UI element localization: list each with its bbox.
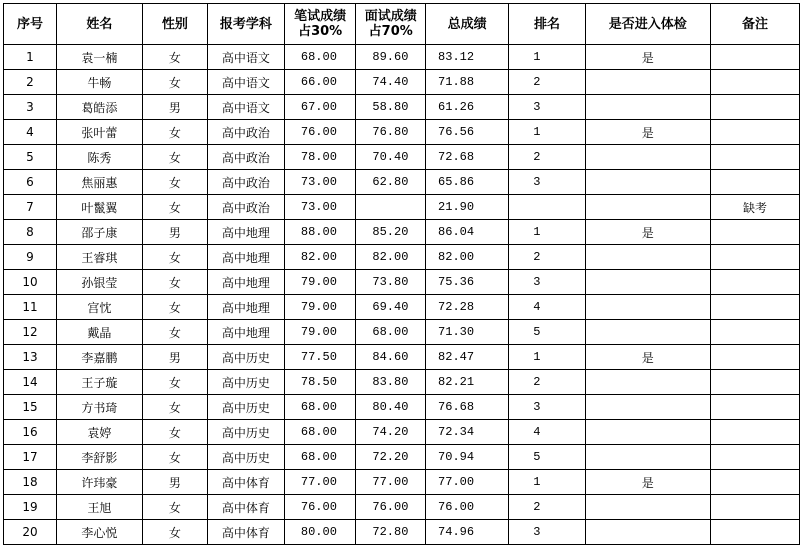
cell-seq: 9: [4, 245, 57, 270]
cell-gender: 女: [142, 145, 207, 170]
cell-note: [710, 445, 799, 470]
cell-seq: 3: [4, 95, 57, 120]
cell-note: [710, 220, 799, 245]
table-row: [4, 245, 800, 270]
cell-note: [710, 70, 799, 95]
cell-physical-exam: [585, 95, 710, 120]
cell-seq: 18: [4, 470, 57, 495]
table-row: [4, 145, 800, 170]
cell-physical-exam: [585, 170, 710, 195]
cell-written-score: 68.00: [284, 395, 356, 420]
cell-interview-score: 72.20: [356, 445, 426, 470]
cell-written-score: 73.00: [284, 170, 356, 195]
cell-interview-score: 85.20: [356, 220, 426, 245]
cell-subject: 高中历史: [207, 445, 284, 470]
cell-interview-score: 76.80: [356, 120, 426, 145]
cell-written-score: 76.00: [284, 495, 356, 520]
table-row: [4, 470, 800, 495]
cell-gender: 女: [142, 70, 207, 95]
table-row: [4, 320, 800, 345]
cell-total-score: 76.56: [426, 120, 509, 145]
cell-written-score: 77.50: [284, 345, 356, 370]
header-gender: 性别: [142, 4, 207, 45]
cell-total-score: 82.00: [426, 245, 509, 270]
cell-note: [710, 95, 799, 120]
cell-written-score: 79.00: [284, 270, 356, 295]
cell-note: [710, 395, 799, 420]
table-row: [4, 120, 800, 145]
cell-subject: 高中政治: [207, 195, 284, 220]
cell-total-score: 77.00: [426, 470, 509, 495]
table-row: [4, 445, 800, 470]
cell-subject: 高中体育: [207, 495, 284, 520]
cell-rank: 1: [509, 470, 585, 495]
cell-physical-exam: [585, 420, 710, 445]
cell-interview-score: 82.00: [356, 245, 426, 270]
table-row: [4, 520, 800, 545]
cell-written-score: 76.00: [284, 120, 356, 145]
cell-total-score: 72.28: [426, 295, 509, 320]
cell-gender: 男: [142, 345, 207, 370]
cell-written-score: 78.00: [284, 145, 356, 170]
cell-rank: [509, 195, 585, 220]
cell-name: 李嘉鹏: [56, 345, 142, 370]
cell-note: [710, 270, 799, 295]
cell-interview-score: 69.40: [356, 295, 426, 320]
cell-interview-score: [356, 195, 426, 220]
cell-rank: 3: [509, 520, 585, 545]
cell-total-score: 82.21: [426, 370, 509, 395]
cell-seq: 2: [4, 70, 57, 95]
cell-name: 王睿琪: [56, 245, 142, 270]
cell-subject: 高中语文: [207, 95, 284, 120]
cell-subject: 高中历史: [207, 345, 284, 370]
cell-written-score: 78.50: [284, 370, 356, 395]
cell-name: 戴晶: [56, 320, 142, 345]
cell-interview-score: 68.00: [356, 320, 426, 345]
cell-physical-exam: [585, 195, 710, 220]
cell-rank: 5: [509, 320, 585, 345]
cell-written-score: 68.00: [284, 420, 356, 445]
cell-subject: 高中体育: [207, 470, 284, 495]
cell-note: [710, 145, 799, 170]
table-row: [4, 295, 800, 320]
cell-name: 袁婷: [56, 420, 142, 445]
cell-name: 王子璇: [56, 370, 142, 395]
cell-gender: 女: [142, 320, 207, 345]
cell-rank: 2: [509, 70, 585, 95]
cell-gender: 女: [142, 245, 207, 270]
cell-gender: 女: [142, 120, 207, 145]
cell-gender: 女: [142, 170, 207, 195]
cell-gender: 女: [142, 295, 207, 320]
cell-rank: 2: [509, 245, 585, 270]
cell-written-score: 68.00: [284, 45, 356, 70]
cell-total-score: 65.86: [426, 170, 509, 195]
cell-seq: 5: [4, 145, 57, 170]
cell-note: [710, 45, 799, 70]
cell-total-score: 76.68: [426, 395, 509, 420]
cell-written-score: 68.00: [284, 445, 356, 470]
cell-gender: 女: [142, 445, 207, 470]
header-note: 备注: [710, 4, 799, 45]
cell-rank: 5: [509, 445, 585, 470]
cell-gender: 女: [142, 270, 207, 295]
cell-note: [710, 295, 799, 320]
cell-total-score: 74.96: [426, 520, 509, 545]
cell-physical-exam: 是: [585, 120, 710, 145]
header-row: [4, 4, 800, 45]
cell-seq: 19: [4, 495, 57, 520]
cell-note: 缺考: [710, 195, 799, 220]
cell-physical-exam: 是: [585, 220, 710, 245]
cell-note: [710, 420, 799, 445]
cell-seq: 1: [4, 45, 57, 70]
cell-subject: 高中语文: [207, 45, 284, 70]
cell-written-score: 79.00: [284, 320, 356, 345]
header-written-line2: 占30%: [298, 24, 343, 39]
cell-seq: 13: [4, 345, 57, 370]
header-seq: 序号: [4, 4, 57, 45]
cell-rank: 2: [509, 145, 585, 170]
cell-subject: 高中政治: [207, 170, 284, 195]
cell-physical-exam: [585, 270, 710, 295]
cell-rank: 2: [509, 495, 585, 520]
cell-seq: 8: [4, 220, 57, 245]
cell-written-score: 82.00: [284, 245, 356, 270]
cell-interview-score: 76.00: [356, 495, 426, 520]
cell-seq: 20: [4, 520, 57, 545]
table-row: [4, 420, 800, 445]
header-written-score: [284, 4, 356, 45]
results-table: [3, 3, 800, 545]
cell-physical-exam: [585, 395, 710, 420]
header-subject: 报考学科: [207, 4, 284, 45]
cell-total-score: 71.88: [426, 70, 509, 95]
table-row: [4, 345, 800, 370]
results-table-container: [3, 3, 800, 545]
cell-gender: 女: [142, 370, 207, 395]
table-body: [4, 45, 800, 545]
cell-name: 叶鬣翼: [56, 195, 142, 220]
cell-written-score: 66.00: [284, 70, 356, 95]
cell-physical-exam: [585, 295, 710, 320]
cell-name: 陈秀: [56, 145, 142, 170]
cell-physical-exam: [585, 145, 710, 170]
cell-name: 牛畅: [56, 70, 142, 95]
cell-seq: 15: [4, 395, 57, 420]
cell-seq: 14: [4, 370, 57, 395]
cell-physical-exam: [585, 520, 710, 545]
cell-name: 焦丽惠: [56, 170, 142, 195]
cell-note: [710, 495, 799, 520]
cell-total-score: 70.94: [426, 445, 509, 470]
header-total: 总成绩: [426, 4, 509, 45]
cell-total-score: 72.68: [426, 145, 509, 170]
header-interview-line1: 面试成绩: [364, 9, 417, 24]
cell-name: 邵子康: [56, 220, 142, 245]
cell-total-score: 82.47: [426, 345, 509, 370]
cell-rank: 3: [509, 170, 585, 195]
cell-subject: 高中地理: [207, 270, 284, 295]
cell-interview-score: 74.20: [356, 420, 426, 445]
table-row: [4, 195, 800, 220]
cell-subject: 高中历史: [207, 420, 284, 445]
cell-physical-exam: 是: [585, 45, 710, 70]
cell-physical-exam: [585, 370, 710, 395]
cell-name: 葛皓添: [56, 95, 142, 120]
cell-note: [710, 345, 799, 370]
cell-rank: 3: [509, 395, 585, 420]
table-row: [4, 270, 800, 295]
cell-gender: 女: [142, 520, 207, 545]
cell-total-score: 75.36: [426, 270, 509, 295]
cell-rank: 4: [509, 420, 585, 445]
table-row: [4, 95, 800, 120]
cell-rank: 1: [509, 345, 585, 370]
cell-total-score: 21.90: [426, 195, 509, 220]
cell-subject: 高中地理: [207, 220, 284, 245]
cell-written-score: 80.00: [284, 520, 356, 545]
cell-gender: 男: [142, 95, 207, 120]
table-row: [4, 495, 800, 520]
cell-physical-exam: 是: [585, 345, 710, 370]
cell-physical-exam: [585, 445, 710, 470]
cell-gender: 女: [142, 495, 207, 520]
table-row: [4, 170, 800, 195]
cell-interview-score: 62.80: [356, 170, 426, 195]
cell-seq: 12: [4, 320, 57, 345]
cell-rank: 3: [509, 270, 585, 295]
cell-name: 李舒影: [56, 445, 142, 470]
cell-subject: 高中历史: [207, 370, 284, 395]
cell-seq: 16: [4, 420, 57, 445]
cell-note: [710, 370, 799, 395]
cell-physical-exam: [585, 245, 710, 270]
cell-gender: 女: [142, 420, 207, 445]
cell-physical-exam: [585, 320, 710, 345]
cell-gender: 男: [142, 220, 207, 245]
cell-interview-score: 77.00: [356, 470, 426, 495]
table-row: [4, 370, 800, 395]
cell-total-score: 72.34: [426, 420, 509, 445]
cell-rank: 1: [509, 45, 585, 70]
cell-note: [710, 120, 799, 145]
cell-rank: 1: [509, 220, 585, 245]
cell-name: 许玮豪: [56, 470, 142, 495]
cell-interview-score: 72.80: [356, 520, 426, 545]
cell-seq: 6: [4, 170, 57, 195]
cell-gender: 男: [142, 470, 207, 495]
cell-name: 方书琦: [56, 395, 142, 420]
cell-rank: 3: [509, 95, 585, 120]
cell-gender: 女: [142, 195, 207, 220]
cell-physical-exam: [585, 70, 710, 95]
cell-interview-score: 84.60: [356, 345, 426, 370]
cell-rank: 2: [509, 370, 585, 395]
header-physical-exam: 是否进入体检: [585, 4, 710, 45]
cell-subject: 高中语文: [207, 70, 284, 95]
cell-total-score: 83.12: [426, 45, 509, 70]
cell-written-score: 79.00: [284, 295, 356, 320]
cell-name: 张叶蕾: [56, 120, 142, 145]
table-row: [4, 70, 800, 95]
cell-name: 李心悦: [56, 520, 142, 545]
cell-interview-score: 73.80: [356, 270, 426, 295]
header-interview-line2: 占70%: [368, 24, 413, 39]
cell-subject: 高中政治: [207, 145, 284, 170]
cell-total-score: 61.26: [426, 95, 509, 120]
cell-total-score: 71.30: [426, 320, 509, 345]
cell-seq: 11: [4, 295, 57, 320]
cell-physical-exam: [585, 495, 710, 520]
cell-seq: 4: [4, 120, 57, 145]
cell-written-score: 77.00: [284, 470, 356, 495]
cell-note: [710, 170, 799, 195]
cell-subject: 高中政治: [207, 120, 284, 145]
cell-subject: 高中地理: [207, 245, 284, 270]
cell-interview-score: 58.80: [356, 95, 426, 120]
cell-name: 孙银莹: [56, 270, 142, 295]
cell-seq: 17: [4, 445, 57, 470]
cell-subject: 高中历史: [207, 395, 284, 420]
cell-name: 袁一楠: [56, 45, 142, 70]
cell-written-score: 67.00: [284, 95, 356, 120]
header-rank: 排名: [509, 4, 585, 45]
cell-gender: 女: [142, 45, 207, 70]
cell-written-score: 73.00: [284, 195, 356, 220]
cell-total-score: 76.00: [426, 495, 509, 520]
table-row: [4, 395, 800, 420]
cell-note: [710, 470, 799, 495]
cell-subject: 高中地理: [207, 320, 284, 345]
cell-rank: 4: [509, 295, 585, 320]
cell-rank: 1: [509, 120, 585, 145]
cell-physical-exam: 是: [585, 470, 710, 495]
cell-note: [710, 320, 799, 345]
cell-total-score: 86.04: [426, 220, 509, 245]
cell-interview-score: 80.40: [356, 395, 426, 420]
cell-subject: 高中体育: [207, 520, 284, 545]
cell-interview-score: 89.60: [356, 45, 426, 70]
cell-name: 宫忱: [56, 295, 142, 320]
cell-seq: 10: [4, 270, 57, 295]
header-name: 姓名: [56, 4, 142, 45]
cell-seq: 7: [4, 195, 57, 220]
table-row: [4, 45, 800, 70]
table-row: [4, 220, 800, 245]
cell-interview-score: 70.40: [356, 145, 426, 170]
cell-gender: 女: [142, 395, 207, 420]
cell-subject: 高中地理: [207, 295, 284, 320]
cell-note: [710, 520, 799, 545]
cell-interview-score: 83.80: [356, 370, 426, 395]
cell-note: [710, 245, 799, 270]
header-interview-score: [356, 4, 426, 45]
cell-interview-score: 74.40: [356, 70, 426, 95]
cell-name: 王旭: [56, 495, 142, 520]
cell-written-score: 88.00: [284, 220, 356, 245]
header-written-line1: 笔试成绩: [294, 9, 347, 24]
